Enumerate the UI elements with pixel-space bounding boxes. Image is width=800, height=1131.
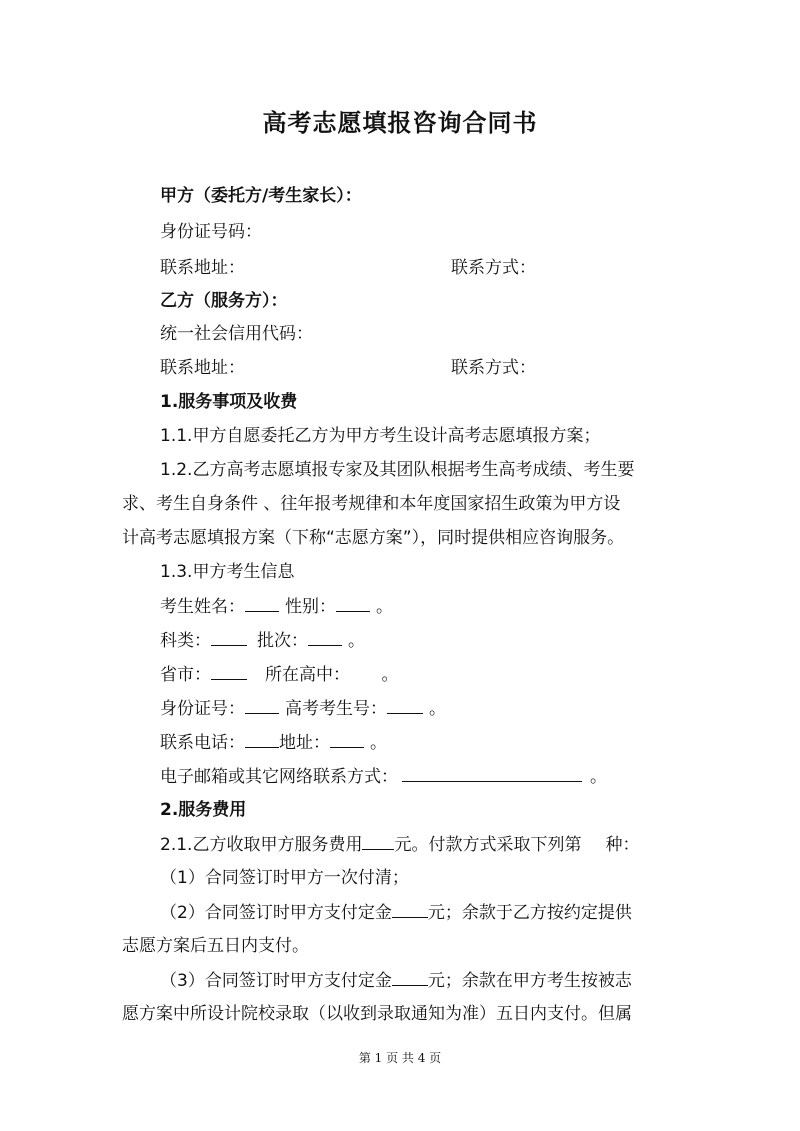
email-row (160, 765, 607, 788)
party-b-heading: 乙方（服务方）： (160, 291, 288, 311)
payment-option-1: （1）合同签订时甲方一次付清； (160, 868, 409, 888)
province-label: 省市： (160, 665, 211, 685)
clause-1-3: 1.3.甲方考生信息 (160, 562, 295, 582)
party-a-id-label: 身份证号码： (160, 222, 262, 242)
period: 。 (590, 767, 607, 787)
clause-1-2-line2: 求、考生自身条件 、往年报考规律和本年度国家招生政策为甲方设 (122, 494, 621, 514)
province-row (160, 663, 399, 686)
subject-label: 科类： (160, 631, 211, 651)
province-blank (211, 663, 247, 680)
clause-2-1-text-c: 种： (605, 835, 640, 855)
payment-option-3 (160, 969, 632, 992)
document-title: 高考志愿填报咨询合同书 (262, 109, 538, 137)
clause-2-1-text-b: 元。付款方式采取下列第 (394, 835, 582, 855)
id-number-row (160, 697, 446, 720)
clause-1-2-line1: 1.2.乙方高考志愿填报专家及其团队根据考生高考成绩、考生要 (160, 460, 635, 480)
subject-blank (211, 629, 247, 646)
party-b-address-label: 联系地址： (160, 358, 245, 378)
section2-heading: 2.服务费用 (160, 800, 247, 820)
period: 。 (348, 631, 365, 651)
clause-1-2-line3: 计高考志愿填报方案（下称“志愿方案”），同时提供相应咨询服务。 (122, 528, 625, 548)
payment-option-2-line2: 志愿方案后五日内支付。 (122, 936, 309, 956)
email-blank (402, 765, 582, 782)
party-a-address-label: 联系地址： (160, 258, 245, 278)
period: 。 (429, 699, 446, 719)
section1-heading: 1.服务事项及收费 (160, 392, 298, 412)
student-name-row (160, 595, 393, 618)
id-number-blank (245, 697, 279, 714)
batch-blank (308, 629, 342, 646)
payment-option-2-text-b: 元；余款于乙方按约定提供 (427, 903, 632, 923)
deposit-blank-2 (392, 901, 428, 918)
exam-number-label: 高考考生号： (285, 699, 387, 719)
phone-blank (245, 731, 279, 748)
clause-1-1: 1.1.甲方自愿委托乙方为甲方考生设计高考志愿填报方案； (160, 426, 601, 446)
deposit-blank-3 (392, 969, 428, 986)
period: 。 (381, 665, 399, 685)
payment-option-3-text-b: 元；余款在甲方考生按被志 (427, 971, 632, 991)
party-b-credit-code-label: 统一社会信用代码： (160, 324, 313, 344)
party-a-heading: 甲方（委托方/考生家长）： (160, 186, 362, 206)
phone-label: 联系电话： (160, 733, 245, 753)
party-a-contact-label: 联系方式： (451, 258, 536, 278)
fee-blank (362, 833, 394, 850)
batch-label: 批次： (257, 631, 308, 651)
phone-row (160, 731, 387, 754)
gender-blank (336, 595, 370, 612)
clause-2-1-text-a: 2.1.乙方收取甲方服务费用 (160, 835, 363, 855)
address-blank (330, 731, 364, 748)
email-label: 电子邮箱或其它网络联系方式： (160, 767, 398, 787)
period: 。 (370, 733, 387, 753)
address-label: 地址： (279, 733, 330, 753)
payment-option-2-text-a: （2）合同签订时甲方支付定金 (160, 903, 392, 923)
payment-option-3-text-a: （3）合同签订时甲方支付定金 (160, 971, 392, 991)
student-name-blank (245, 595, 279, 612)
clause-2-1 (160, 833, 639, 856)
school-label: 所在高中： (265, 665, 342, 685)
id-number-label: 身份证号： (160, 699, 245, 719)
page-footer: 第 1 页 共 4 页 (358, 1051, 442, 1065)
exam-number-blank (387, 697, 423, 714)
subject-row (160, 629, 365, 652)
student-name-label: 考生姓名： (160, 597, 245, 617)
party-b-contact-label: 联系方式： (451, 358, 536, 378)
period: 。 (376, 597, 393, 617)
payment-option-3-line2: 愿方案中所设计院校录取（以收到录取通知为准）五日内支付。但属 (122, 1004, 632, 1024)
gender-label: 性别： (285, 597, 336, 617)
payment-option-2 (160, 901, 632, 924)
